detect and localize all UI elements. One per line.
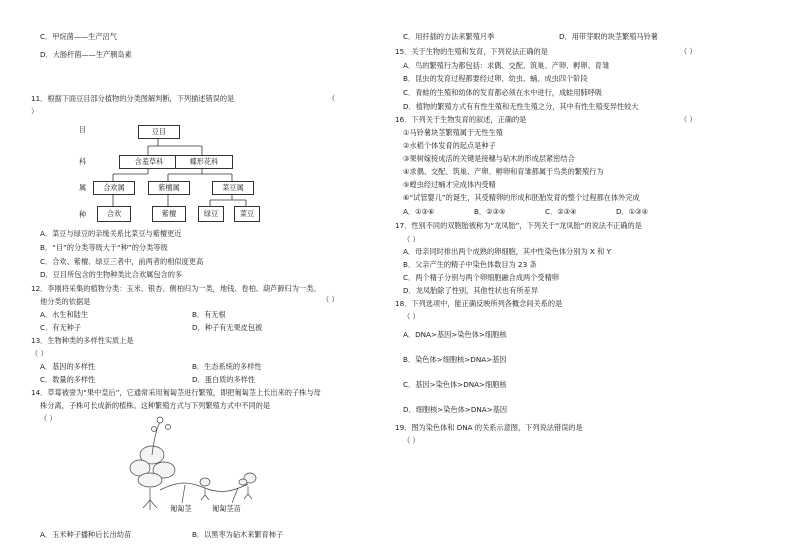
q14-option-d: D．用带芽眼的块茎繁殖马铃薯 [559, 32, 658, 41]
rank-label-family: 科 [79, 157, 87, 166]
rank-label-genus: 属 [79, 183, 87, 192]
q16-stem: 16．下列关于生物发育的叙述，正确的是 [395, 115, 527, 124]
q11-paren-close: ） [31, 107, 39, 116]
q18-stem: 18．下列选项中，能正确反映所列各概念间关系的是 [395, 299, 563, 308]
q13-paren: （ ） [31, 349, 48, 358]
q17-option-b: B．父亲产生的精子中染色体数目为 23 条 [403, 260, 537, 269]
figure-label-runner: 匍匐茎 [170, 504, 192, 513]
node-species-caidou: 菜豆 [234, 206, 260, 222]
q16-paren: （ ） [680, 115, 697, 124]
q16-item-2: ②水稻个体发育的起点是种子 [403, 141, 496, 150]
q12-stem-line1: 12．李刚将采集的植物分类：玉米、银杏、侧柏归为一类，地钱、卷柏、葫芦藓归为一类。 [31, 284, 321, 293]
q14-stem-line2: 株分离，子株可长成新的植株。这种繁殖方式与下列繁殖方式中不同的是 [40, 401, 271, 410]
q14-paren: （ ） [40, 414, 57, 423]
q15-option-c: C．青蛙的生殖和幼体的发育都必须在水中进行，成蛙用肺呼吸 [403, 88, 603, 97]
q12-stem-line2: 他分类的依据是 [40, 297, 91, 306]
q16-option-b: B．②③⑤ [474, 207, 506, 216]
q12-paren: （ ） [322, 295, 339, 304]
q15-option-a: A．鸟的繁殖行为都包括：求偶、交配、筑巢、产卵、孵卵、育雏 [403, 61, 610, 70]
q17-paren: （ ） [403, 235, 420, 244]
q17-option-c: C．两个精子分别与两个卵细胞融合成两个受精卵 [403, 273, 559, 282]
q16-item-6: ⑥“试管婴儿”的诞生，其受精卵的形成和胚胎发育的整个过程都在体外完成 [403, 193, 640, 202]
node-species-hehuan: 合欢 [97, 206, 131, 222]
q18-paren: （ ） [403, 312, 420, 321]
q15-paren: （ ） [680, 47, 697, 56]
node-genus-albizia: 合欢属 [93, 181, 135, 195]
q15-option-d: D．植物的繁殖方式有有性生殖和无性生殖之分，其中有性生殖变异性较大 [403, 102, 639, 111]
q16-item-1: ①马铃薯块茎繁殖属于无性生殖 [403, 128, 503, 137]
q18-option-a: A．DNA>基因>染色体>细胞核 [403, 330, 507, 339]
q14-option-c: C．用扦插的方法来繁殖月季 [403, 32, 495, 41]
node-genus-phaseolus: 菜豆属 [212, 181, 254, 195]
q13-stem: 13．生物种类的多样性实质上是 [31, 336, 134, 345]
q16-option-c: C．②③④ [545, 207, 577, 216]
q16-item-3: ③果树嫁接成活的关键是接穗与砧木的形成层紧密结合 [403, 154, 575, 163]
node-species-ludou: 绿豆 [198, 206, 224, 222]
q10-option-d: D．大肠杆菌——生产胰岛素 [40, 50, 132, 59]
q13-option-b: B．生态系统的多样性 [192, 362, 262, 371]
node-family-papilionaceae: 蝶形花科 [175, 155, 233, 169]
q12-option-c: C．有无种子 [40, 323, 81, 332]
q18-option-b: B．染色体>细胞核>DNA>基因 [403, 355, 507, 364]
q18-option-d: D．细胞核>染色体>DNA>基因 [403, 405, 508, 414]
q11-option-d: D．豆目所包含的生物种类比合欢属包含的多 [40, 270, 183, 279]
q16-item-4: ④求偶、交配、筑巢、产卵、孵卵和育雏都属于鸟类的繁殖行为 [403, 167, 604, 176]
q17-option-a: A．母亲同时排出两个成熟的卵细胞，其中性染色体分别为 X 和 Y [403, 247, 611, 256]
q14-option-a: A．玉米种子播种后长出幼苗 [40, 530, 132, 539]
q18-option-c: C．基因>染色体>DNA>细胞核 [403, 380, 507, 389]
q19-paren: （ ） [403, 436, 420, 445]
q11-stem: 11．根据下面豆目部分植物的分类图解判断，下列描述错误的是 [31, 94, 235, 103]
q11-option-c: C．合欢、紫檀、绿豆三者中，前两者的相似度更高 [40, 257, 204, 266]
q15-option-b: B．昆虫的发育过程都要经过卵、幼虫、蛹、成虫四个阶段 [403, 74, 588, 83]
rank-label-species: 种 [79, 210, 87, 219]
q16-option-d: D．①③④ [616, 207, 649, 216]
q13-option-c: C．数量的多样性 [40, 375, 96, 384]
q10-option-c: C．甲烷菌——生产沼气 [40, 32, 117, 41]
rank-label-order: 目 [79, 125, 87, 134]
node-genus-pterocarpus: 紫檀属 [148, 181, 190, 195]
q15-stem: 15．关于生物的生殖和发育，下列说法正确的是 [395, 47, 548, 56]
q17-option-d: D．龙凤胎除了性别，其他性状也有所差异 [403, 286, 538, 295]
q16-item-5: ⑤蝗虫经过蛹才完成体内受精 [403, 180, 496, 189]
q13-option-d: D．蛋白质的多样性 [192, 375, 256, 384]
q11-paren-open: （ [328, 94, 336, 103]
q11-option-b: B．“目”的分类等级大于“种”的分类等级 [40, 243, 168, 252]
node-family-mimosaceae: 含羞草科 [119, 155, 179, 169]
q12-option-b: B．有无根 [192, 310, 226, 319]
q12-option-a: A．水生和陆生 [40, 310, 89, 319]
q14-option-b: B．以黑枣为砧木来繁育柿子 [192, 530, 284, 539]
figure-label-runner-seedling: 匍匐茎苗 [212, 504, 241, 513]
q12-option-d: D．种子有无果皮包被 [192, 323, 263, 332]
q19-stem: 19．图为染色体和 DNA 的关系示意图，下列说法错误的是 [395, 423, 583, 432]
q11-option-a: A．菜豆与绿豆的亲缘关系比菜豆与紫檀更近 [40, 229, 182, 238]
q13-option-a: A．基因的多样性 [40, 362, 96, 371]
q17-stem: 17．性别不同的双胞胎被称为“龙凤胎”，下列关于“龙凤胎”的说法不正确的是 [395, 221, 642, 230]
q14-stem-line1: 14．草莓被誉为“果中皇后”，它通常采用匍匐茎进行繁殖，即把匍匐茎上长出来的子株与母 [31, 388, 321, 397]
node-species-zitan: 紫檀 [152, 206, 186, 222]
q16-option-a: A．①③⑥ [403, 207, 435, 216]
node-order-doumu: 豆目 [138, 125, 180, 139]
